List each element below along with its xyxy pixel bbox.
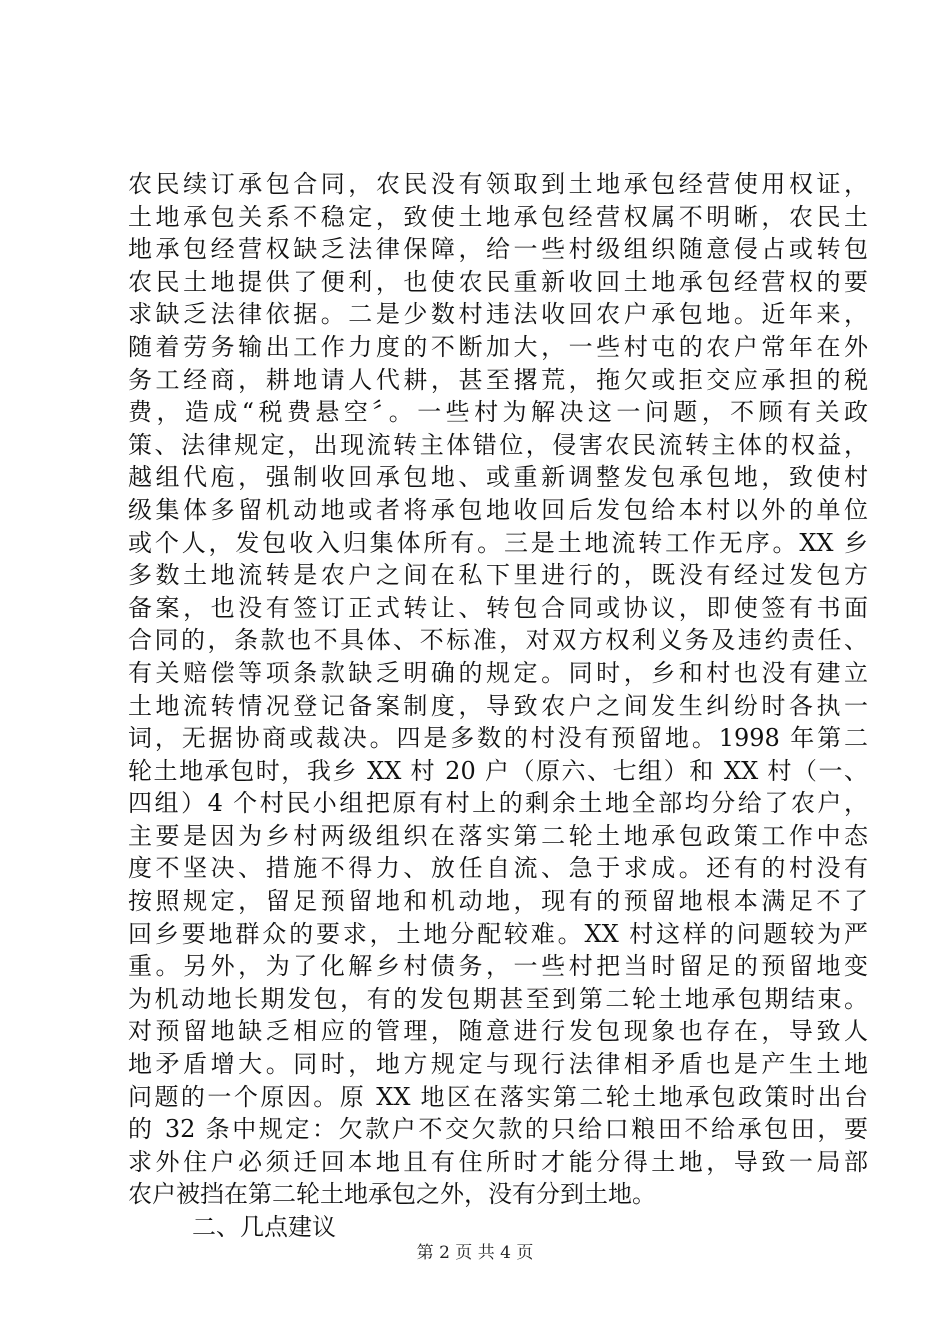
text-line: 回乡要地群众的要求，土地分配较难。XX 村这样的问题较为严 <box>128 919 868 948</box>
text-line: 合同的，条款也不具体、不标准，对双方权利义务及违约责任、 <box>128 626 868 655</box>
text-line: 越组代庖，强制收回承包地、或重新调整发包承包地，致使村 <box>128 463 868 492</box>
text-line: 土地流转情况登记备案制度，导致农户之间发生纠纷时各执一 <box>128 691 868 720</box>
text-line: 多数土地流转是农户之间在私下里进行的，既没有经过发包方 <box>128 561 868 590</box>
body-text <box>128 168 868 1244</box>
text-line: 四组）4 个村民小组把原有村上的剩余土地全部均分给了农户， <box>128 789 868 818</box>
text-line: 求外住户必须迁回本地且有住所时才能分得土地，导致一局部 <box>128 1147 868 1176</box>
text-line: 农户被挡在第二轮土地承包之外，没有分到土地。 <box>128 1180 656 1209</box>
text-line: 问题的一个原因。原 XX 地区在落实第二轮土地承包政策时出台 <box>128 1082 868 1111</box>
text-line: 重。另外，为了化解乡村债务，一些村把当时留足的预留地变 <box>128 952 868 981</box>
text-line: 地承包经营权缺乏法律保障，给一些村级组织随意侵占或转包 <box>128 235 868 264</box>
text-line: 轮土地承包时，我乡 XX 村 20 户（原六、七组）和 XX 村（一、 <box>128 756 868 785</box>
section-heading: 二、几点建议 <box>192 1213 336 1241</box>
text-line: 级集体多留机动地或者将承包地收回后发包给本村以外的单位 <box>128 495 868 524</box>
text-line: 务工经商，耕地请人代耕，甚至撂荒，拖欠或拒交应承担的税 <box>128 365 868 394</box>
text-line: 策、法律规定，出现流转主体错位，侵害农民流转主体的权益， <box>128 430 868 459</box>
text-line: 农民续订承包合同，农民没有领取到土地承包经营使用权证， <box>128 170 868 198</box>
page-footer: 第 2 页 共 4 页 <box>416 1243 534 1263</box>
text-line: 求缺乏法律依据。二是少数村违法收回农户承包地。近年来， <box>128 300 868 329</box>
text-line: 土地承包关系不稳定，致使土地承包经营权属不明晰，农民土 <box>128 202 868 231</box>
text-line: 对预留地缺乏相应的管理，随意进行发包现象也存在，导致人 <box>128 1017 868 1046</box>
text-line: 的 32 条中规定：欠款户不交欠款的只给口粮田不给承包田，要 <box>128 1115 868 1144</box>
text-line: 随着劳务输出工作力度的不断加大，一些村屯的农户常年在外 <box>128 332 868 361</box>
text-line: 度不坚决、措施不得力、放任自流、急于求成。还有的村没有 <box>128 854 868 883</box>
text-line: 地矛盾增大。同时，地方规定与现行法律相矛盾也是产生土地 <box>128 1050 868 1079</box>
text-line: 或个人，发包收入归集体所有。三是土地流转工作无序。XX 乡 <box>128 528 868 557</box>
text-line: 词，无据协商或裁决。四是多数的村没有预留地。1998 年第二 <box>128 724 868 753</box>
text-line: 为机动地长期发包，有的发包期甚至到第二轮土地承包期结束。 <box>128 984 868 1013</box>
text-line: 主要是因为乡村两级组织在落实第二轮土地承包政策工作中态 <box>128 821 868 850</box>
text-line: 有关赔偿等项条款缺乏明确的规定。同时，乡和村也没有建立 <box>128 658 868 687</box>
text-line: 按照规定，留足预留地和机动地，现有的预留地根本满足不了 <box>128 887 868 916</box>
text-line: 农民土地提供了便利，也使农民重新收回土地承包经营权的要 <box>128 267 868 296</box>
text-line: 备案，也没有签订正式转让、转包合同或协议，即使签有书面 <box>128 593 868 622</box>
text-line: 费，造成“税费悬空〞。一些村为解决这一问题，不顾有关政 <box>128 398 868 427</box>
